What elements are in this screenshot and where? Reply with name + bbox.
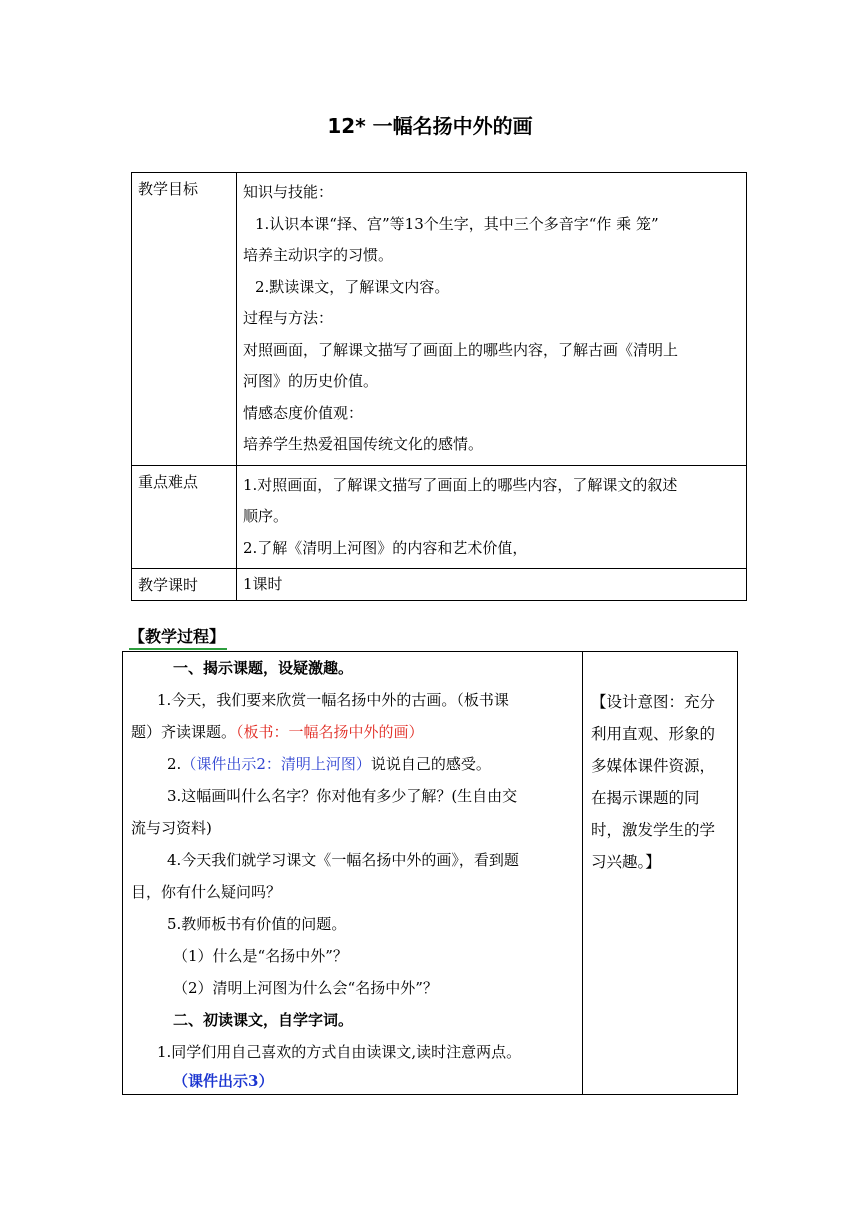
goals-line: 1.认识本课“择、宫”等13个生字，其中三个多音字“作 乘 笼” [255,214,659,233]
key-label: 重点难点 [132,465,237,569]
courseware-note: （课件出示2：清明上河图） [181,755,371,773]
key-line: 顺序。 [243,507,289,525]
process-text: 说说自己的感受。 [370,755,491,773]
hours-value [237,569,747,601]
goals-line: 知识与技能： [243,183,334,201]
goals-label: 教学目标 [132,173,237,466]
goals-content [237,173,747,466]
process-main-cell [123,652,583,1095]
process-text: 2. [167,755,182,773]
process-line: 目，你有什么疑问吗？ [131,883,282,901]
goals-line: 情感态度价值观： [243,403,364,422]
courseware-note: （课件出示3） [173,1072,274,1090]
question-line: （1）什么是“名扬中外”？ [173,947,348,965]
section-1-title: 一、揭示课题，设疑激趣。 [173,659,354,677]
design-intent-line: 利用直观、形象的 [591,725,716,743]
design-intent-line: 多媒体课件资源， [591,757,716,775]
hours-row [132,569,747,601]
key-line: 1.对照画面，了解课文描写了画面上的哪些内容，了解课文的叙述 [243,475,678,494]
goals-line: 河图》的历史价值。 [243,372,379,390]
lesson-info-table [131,172,747,601]
key-row [132,465,747,569]
key-line: 2.了解《清明上河图》的内容和艺术价值， [243,538,528,557]
process-line [131,748,576,780]
board-note: （板书：一幅名扬中外的画） [236,723,424,741]
process-line: 流与习资料) [131,819,212,837]
process-heading: 【教学过程】 [129,626,227,650]
goals-line: 培养主动识字的习惯。 [243,246,394,264]
process-line: 5.教师板书有价值的问题。 [167,915,347,933]
process-text: 题）齐读课题。 [131,723,237,741]
goals-line: 2.默读课文，了解课文内容。 [255,277,450,296]
question-line: （2）清明上河图为什么会“名扬中外”？ [173,979,438,997]
design-intent-cell [583,652,738,1095]
goals-line: 培养学生热爱祖国传统文化的感情。 [243,435,484,453]
process-line: 3.这幅画叫什么名字？你对他有多少了解？(生自由交 [167,787,518,805]
section-2-title: 二、初读课文，自学字词。 [173,1011,354,1029]
process-table [122,651,738,1095]
design-intent-line: 在揭示课题的同 [591,789,700,807]
design-intent-line: 习兴趣。】 [591,853,661,871]
goals-line: 对照画面，了解课文描写了画面上的哪些内容，了解古画《清明上 [243,340,679,359]
hours-label: 教学课时 [132,569,237,601]
process-row [123,652,738,1095]
process-line: 4.今天我们就学习课文《一幅名扬中外的画》，看到题 [167,851,519,869]
hours-text: 1课时 [243,575,283,593]
goals-line: 过程与方法： [243,309,334,327]
process-line: 1.今天，我们要来欣赏一幅名扬中外的古画。（板书课 [157,691,509,709]
process-line: 1.同学们用自己喜欢的方式自由读课文,读时注意两点。 [157,1043,522,1061]
key-content [237,465,747,569]
goals-row [132,173,747,466]
process-line [131,716,576,748]
page-title: 12* 一幅名扬中外的画 [327,114,533,138]
design-intent-line: 【设计意图：充分 [591,693,716,711]
design-intent-line: 时，激发学生的学 [591,821,716,839]
